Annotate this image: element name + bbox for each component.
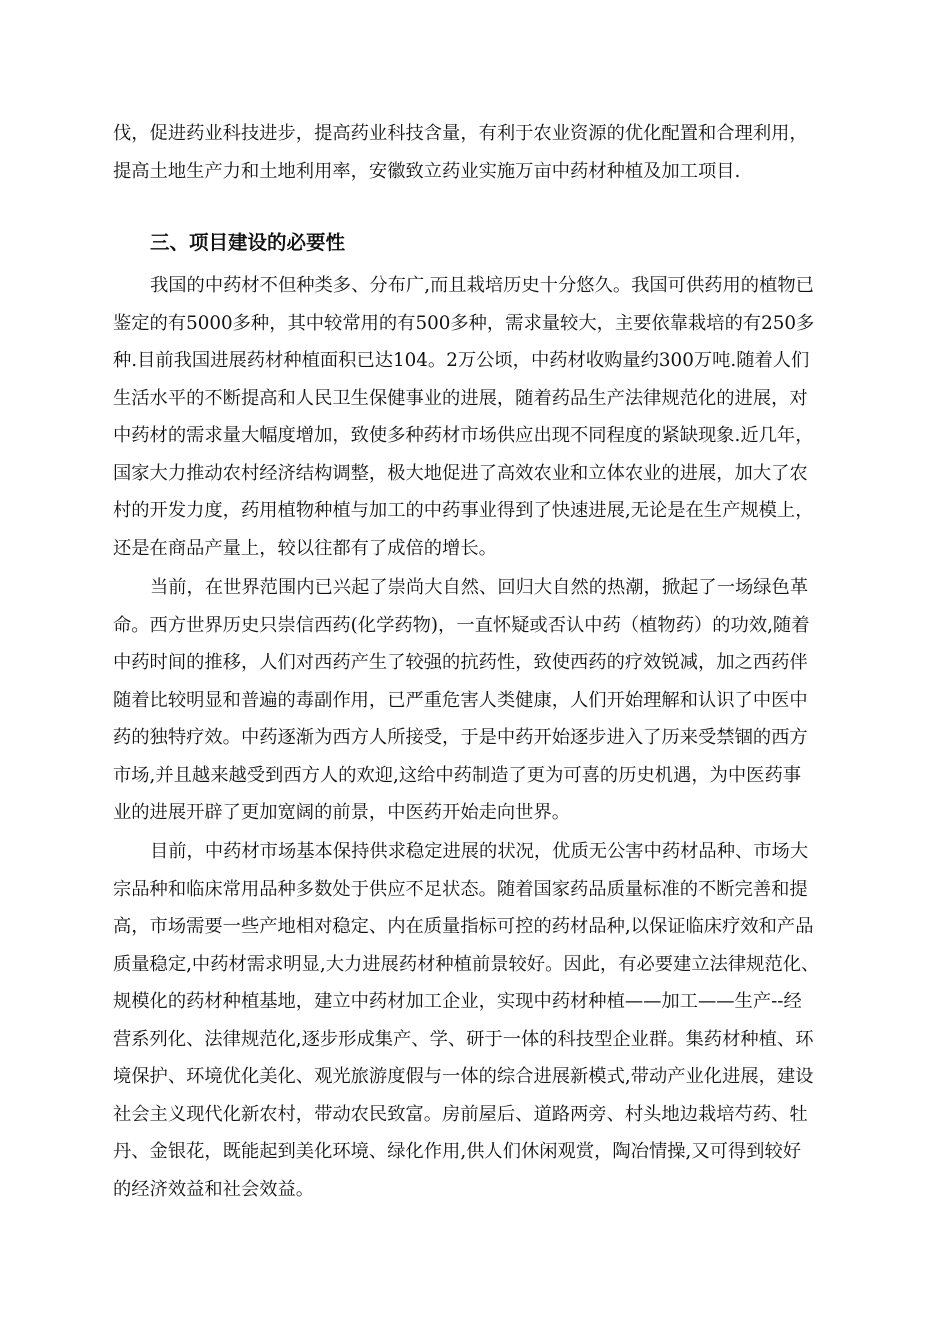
text-line: 还是在商品产量上，较以往都有了成倍的增长。 [113, 537, 497, 559]
text-line: 随着比较明显和普遍的毒副作用，已严重危害人类健康，人们开始理解和认识了中医中 [113, 689, 808, 711]
text-line: 鉴定的有5000多种，其中较常用的有500多种，需求量较大，主要依靠栽培的有250多 [113, 312, 815, 334]
text-line: 业的进展开辟了更加宽阔的前景，中医药开始走向世界。 [113, 802, 571, 823]
text-line: 命。西方世界历史只崇信西药(化学药物)，一直怀疑或否认中药（植物药）的功效,随着 [113, 614, 810, 636]
text-line: 中药时间的推移，人们对西药产生了较强的抗药性，致使西药的疗效锐减，加之西药伴 [113, 652, 808, 673]
paragraph-3 [113, 833, 863, 1208]
text-line: 村的开发力度，药用植物种植与加工的中药事业得到了快速进展,无论是在生产规模上， [113, 500, 814, 521]
text-line: 高，市场需要一些产地相对稳定、内在质量指标可控的药材品种,以保证临床疗效和产品 [113, 916, 814, 937]
text-line: 的经济效益和社会效益。 [113, 1178, 315, 1200]
text-line: 质量稳定,中药材需求明显,大力进展药材种植前景较好。因此，有必要建立法律规范化、 [113, 953, 820, 975]
text-line: 提高土地生产力和土地利用率，安徽致立药业实施万亩中药材种植及加工项目. [113, 160, 741, 182]
text-line: 种.目前我国进展药材种植面积已达104。2万公顷，中药材收购量约300万吨.随着人们 [113, 350, 810, 371]
text-line: 营系列化、法律规范化,逐步形成集产、学、研于一体的科技型企业群。集药材种植、环 [113, 1028, 814, 1050]
text-line: 目前，中药材市场基本保持供求稳定进展的状况，优质无公害中药材品种、市场大 [150, 841, 809, 862]
text-line: 中药材的需求量大幅度增加，致使多种药材市场供应出现不同程度的紧缺现象.近几年， [113, 425, 814, 446]
text-line: 国家大力推动农村经济结构调整，极大地促进了高效农业和立体农业的进展，加大了农 [113, 462, 808, 484]
section-heading: 三、项目建设的必要性 [150, 231, 346, 254]
text-line: 生活水平的不断提高和人民卫生保健事业的进展，随着药品生产法律规范化的进展，对 [113, 387, 808, 409]
intro-paragraph [113, 115, 863, 190]
text-line: 境保护、环境优化美化、观光旅游度假与一体的综合进展新模式,带动产业化进展，建设 [113, 1066, 814, 1087]
text-line: 我国的中药材不但种类多、分布广,而且栽培历史十分悠久。我国可供药用的植物已 [150, 275, 814, 296]
paragraph-2 [113, 569, 863, 832]
text-line: 伐，促进药业科技进步，提高药业科技含量，有利于农业资源的优化配置和合理利用， [113, 123, 808, 144]
text-line: 社会主义现代化新农村，带动农民致富。房前屋后、道路两旁、村头地边栽培芍药、牡 [113, 1103, 808, 1125]
text-line: 规模化的药材种植基地，建立中药材加工企业，实现中药材种植——加工——生产--经 [113, 991, 802, 1012]
text-line: 丹、金银花，既能起到美化环境、绿化作用,供人们休闲观赏，陶冶情操,又可得到较好 [113, 1141, 802, 1162]
text-line: 当前，在世界范围内已兴起了崇尚大自然、回归大自然的热潮，掀起了一场绿色革 [150, 577, 809, 598]
paragraph-1 [113, 267, 863, 567]
text-line: 药的独特疗效。中药逐渐为西方人所接受，于是中药开始逐步进入了历来受禁锢的西方 [113, 727, 808, 748]
text-line: 市场,并且越来越受到西方人的欢迎,这给中药制造了更为可喜的历史机遇，为中医药事 [113, 764, 802, 786]
text-line: 宗品种和临床常用品种多数处于供应不足状态。随着国家药品质量标准的不断完善和提 [113, 878, 808, 900]
